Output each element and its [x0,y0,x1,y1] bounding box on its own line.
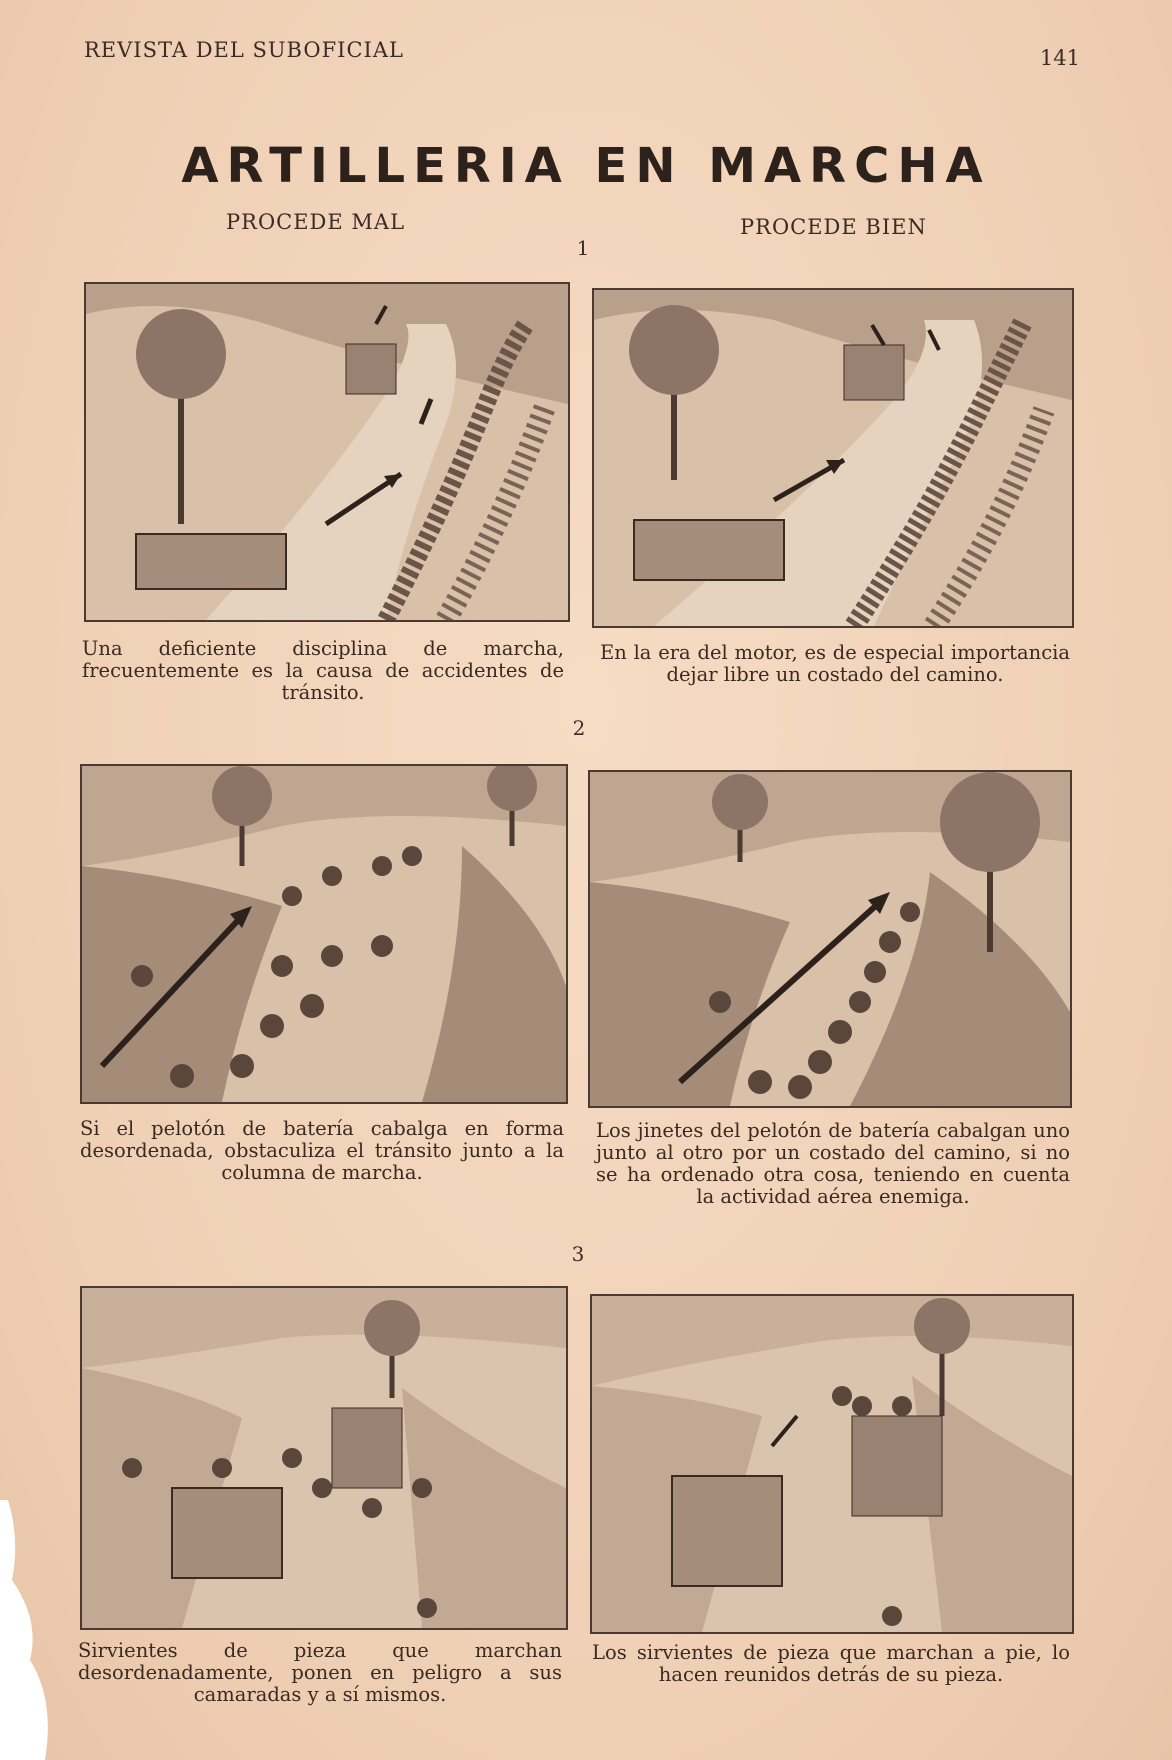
running-head: REVISTA DEL SUBOFICIAL [84,38,404,62]
illustration-gun-crew-right [590,1294,1074,1634]
caption-right-1: En la era del motor, es de especial importancia dejar libre un costado del camino. [600,641,1070,686]
illustration-gun-crew-wrong [80,1286,568,1630]
caption-wrong-3: Sirvientes de pieza que marchan desordenadamente, ponen en peligro a sus camaradas y a sí mismos. [78,1639,562,1706]
illustration-riders-right [588,770,1072,1108]
page-title: ARTILLERIA EN MARCHA [181,138,991,194]
page-number: 141 [1039,46,1080,70]
caption-wrong-1: Una deficiente disciplina de marcha, frecuentemente es la causa de accidentes de tránsito. [82,637,564,704]
section-number: 1 [576,236,590,260]
column-heading-wrong: PROCEDE MAL [226,210,406,234]
torn-page-edge [0,1500,70,1760]
caption-wrong-2: Si el pelotón de batería cabalga en forma desordenada, obstaculiza el tránsito junto a la columna de marcha. [80,1117,564,1184]
illustration-riders-wrong [80,764,568,1104]
illustration-trucks-wrong [84,282,570,622]
section-number: 3 [571,1242,585,1266]
illustration-trucks-right [592,288,1074,628]
column-heading-right: PROCEDE BIEN [740,215,927,239]
caption-right-3: Los sirvientes de pieza que marchan a pie, lo hacen reunidos detrás de su pieza. [592,1641,1070,1686]
section-number: 2 [572,716,586,740]
caption-right-2: Los jinetes del pelotón de batería cabalgan uno junto al otro por un costado del camino, si no se ha ordenado otra cosa, teniendo en cuenta la actividad aérea enemiga. [596,1119,1070,1208]
